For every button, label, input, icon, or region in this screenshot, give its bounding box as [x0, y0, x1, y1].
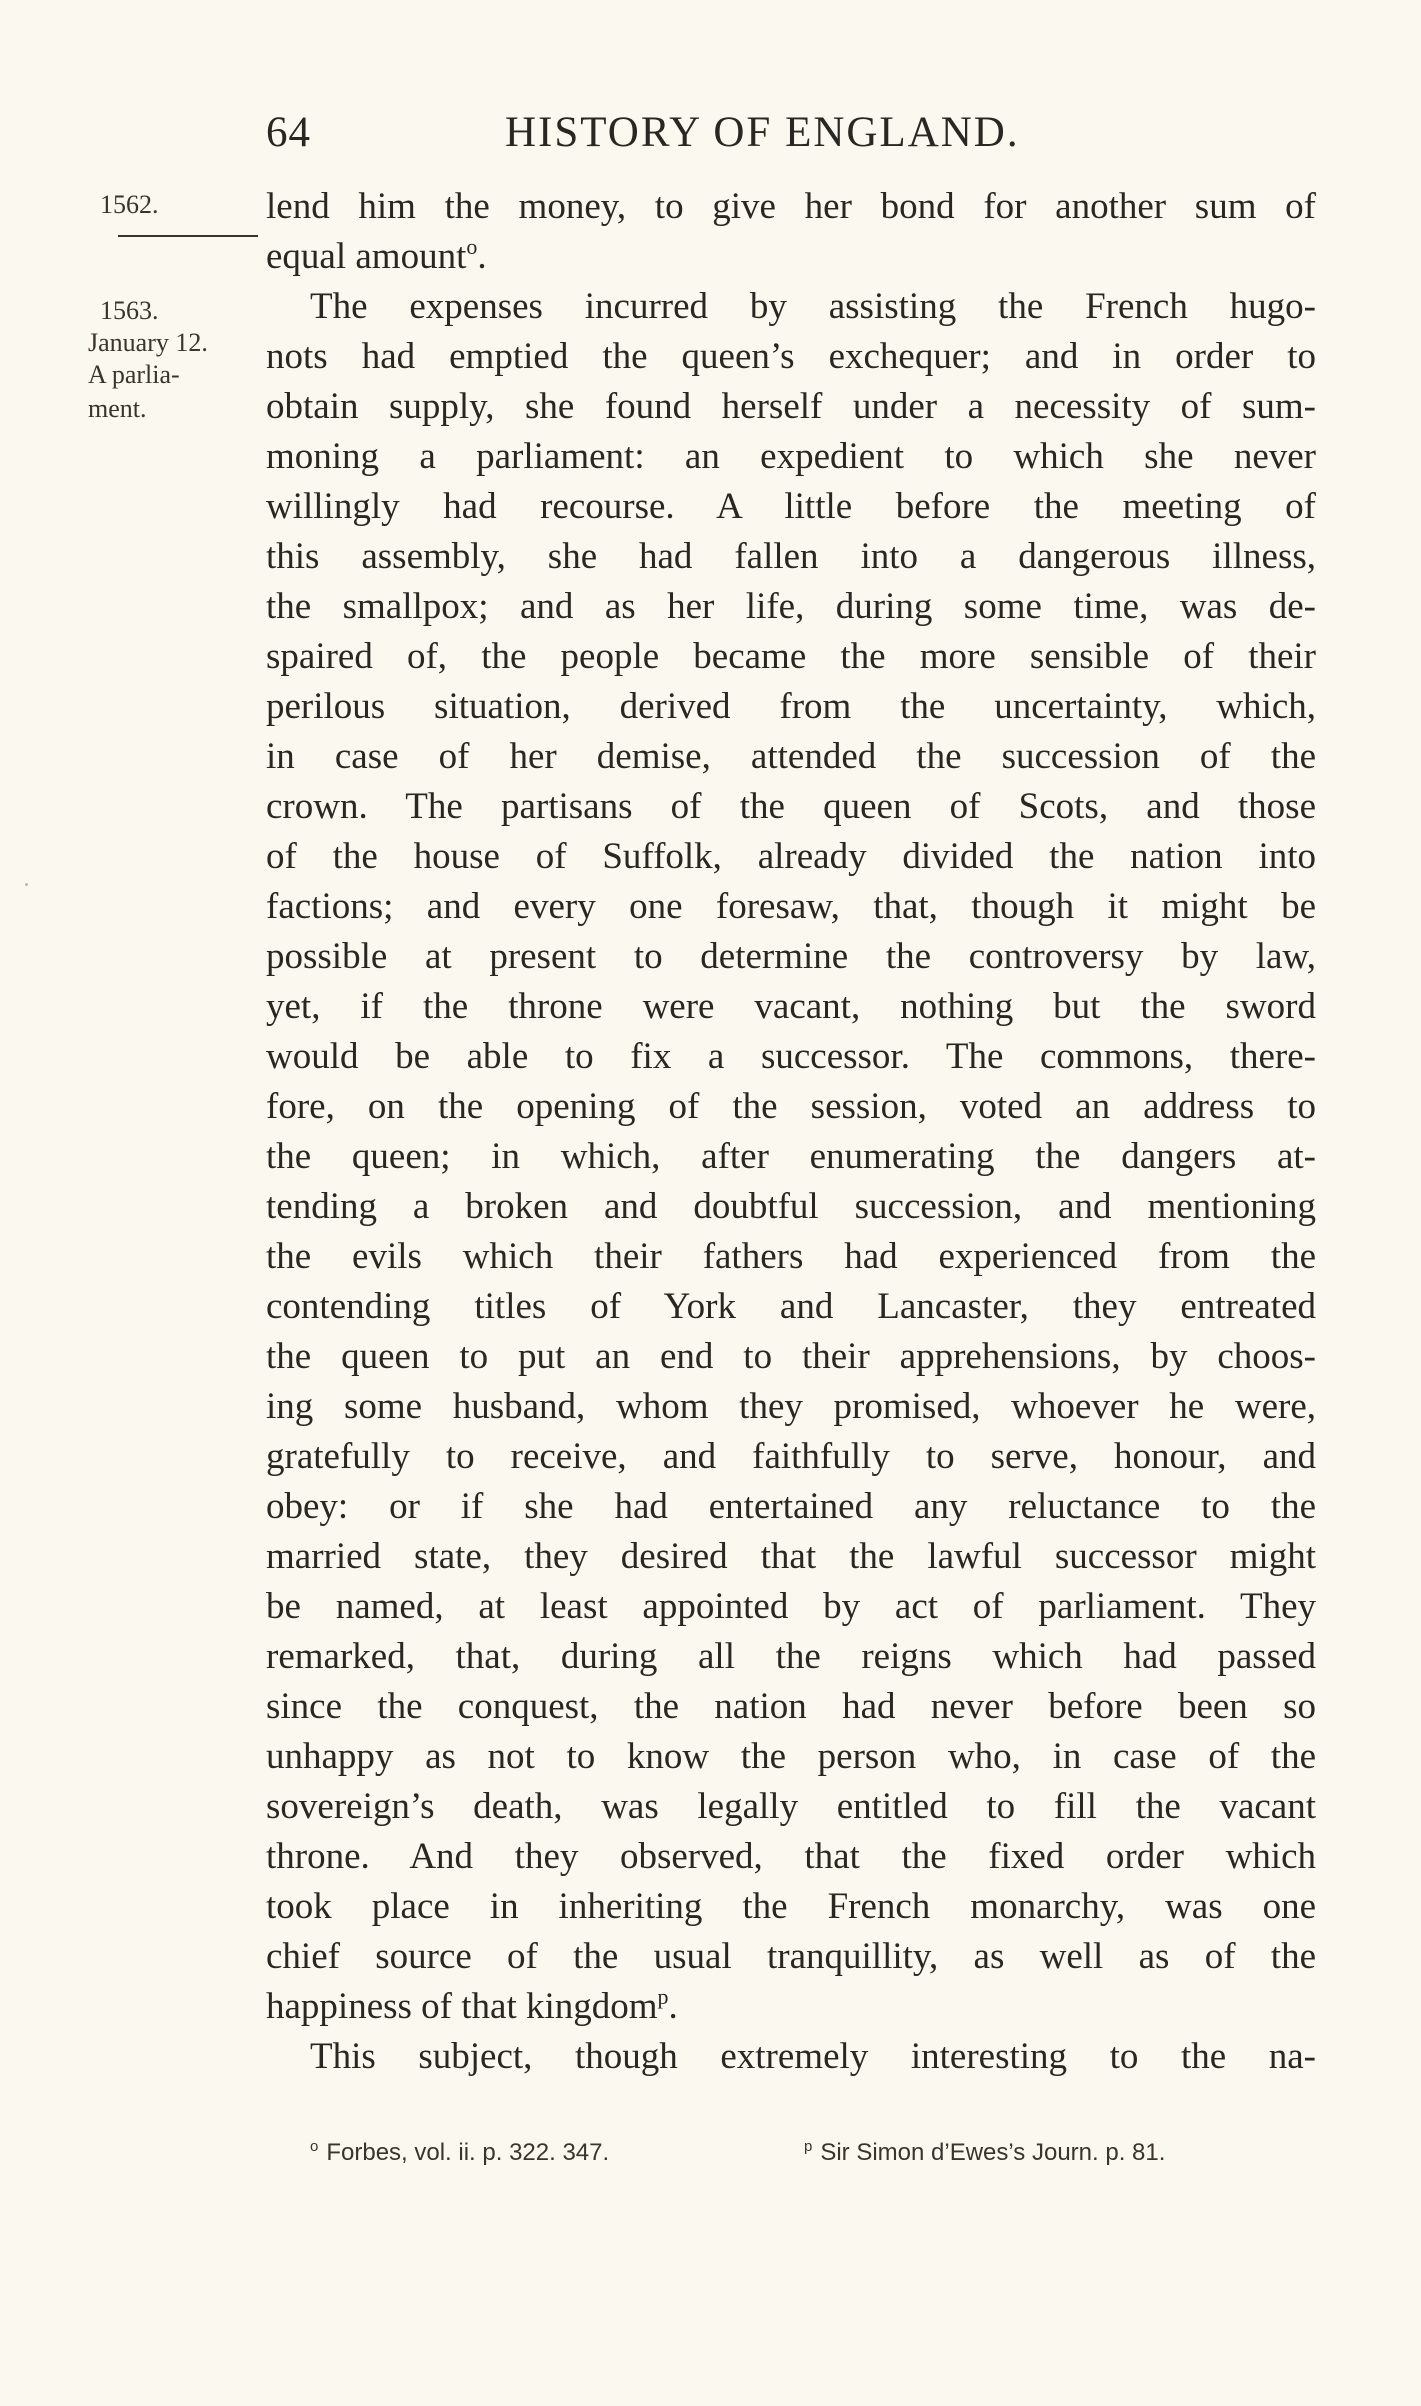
- footnote-mark-o: o: [310, 2138, 319, 2155]
- text-line: tending a broken and doubtful succession, and mentioning: [266, 1186, 1316, 1227]
- text-line: moning a parliament: an expedient to which she never: [266, 436, 1316, 477]
- text-line: gratefully to receive, and faithfully to serve, honour, and: [266, 1436, 1316, 1477]
- margin-topic-line2: ment.: [88, 394, 147, 423]
- text-line: unhappy as not to know the person who, in case of the: [266, 1736, 1316, 1777]
- text-line: lend him the money, to give her bond for another sum of: [266, 186, 1316, 227]
- text-line: the queen; in which, after enumerating the dangers at-: [266, 1136, 1316, 1177]
- text-line: sovereign’s death, was legally entitled to fill the vacant: [266, 1786, 1316, 1827]
- text-line: spaired of, the people became the more sensible of their: [266, 636, 1316, 677]
- text-line: be named, at least appointed by act of parliament. They: [266, 1586, 1316, 1627]
- text-line: the queen to put an end to their apprehensions, by choos-: [266, 1336, 1316, 1377]
- text-line: nots had emptied the queen’s exchequer; and in order to: [266, 336, 1316, 377]
- running-title: HISTORY OF ENGLAND.: [505, 109, 1020, 156]
- text-line: crown. The partisans of the queen of Scots, and those: [266, 786, 1316, 827]
- footnote-p: [804, 2138, 1165, 2167]
- footnote-o-text: Forbes, vol. ii. p. 322. 347.: [326, 2139, 610, 2166]
- text-line: would be able to fix a successor. The commons, there-: [266, 1036, 1316, 1077]
- footnote-p-text: Sir Simon d’Ewes’s Journ. p. 81.: [820, 2139, 1166, 2166]
- text-line: since the conquest, the nation had never before been so: [266, 1686, 1316, 1727]
- footnote-ref-p: p: [657, 1984, 669, 2009]
- text-line: remarked, that, during all the reigns which had passed: [266, 1636, 1316, 1677]
- text-line: this assembly, she had fallen into a dangerous illness,: [266, 536, 1316, 577]
- text-line: the evils which their fathers had experienced from the: [266, 1236, 1316, 1277]
- margin-topic-line1: A parlia-: [88, 360, 180, 389]
- footnote-mark-p: p: [804, 2138, 813, 2155]
- text-line: This subject, though extremely interesting to the na-: [310, 2036, 1316, 2077]
- text-line: the smallpox; and as her life, during some time, was de-: [266, 586, 1316, 627]
- paper-speck: [25, 883, 28, 886]
- page-header: [0, 108, 1421, 168]
- text-line: married state, they desired that the lawful successor might: [266, 1536, 1316, 1577]
- text-line: happiness of that kingdom$^p$.: [266, 1984, 678, 2027]
- text-line: factions; and every one foresaw, that, though it might be: [266, 886, 1316, 927]
- text-line: fore, on the opening of the session, voted an address to: [266, 1086, 1316, 1127]
- text-line: perilous situation, derived from the uncertainty, which,: [266, 686, 1316, 727]
- margin-year-1563: 1563.: [100, 296, 159, 325]
- body-text: [266, 182, 1316, 2082]
- text-line: possible at present to determine the controversy by law,: [266, 936, 1316, 977]
- text-line: chief source of the usual tranquillity, as well as of the: [266, 1936, 1316, 1977]
- text-line: throne. And they observed, that the fixed order which: [266, 1836, 1316, 1877]
- text-line: obtain supply, she found herself under a necessity of sum-: [266, 386, 1316, 427]
- text-line: willingly had recourse. A little before the meeting of: [266, 486, 1316, 527]
- footnote-ref-o: o: [466, 234, 478, 259]
- margin-date: January 12.: [88, 328, 208, 357]
- text-line: The expenses incurred by assisting the French hugo-: [310, 286, 1316, 327]
- text-line: equal amount$^o$.: [266, 234, 487, 277]
- footnote-o: [310, 2138, 609, 2167]
- text-line: contending titles of York and Lancaster, they entreated: [266, 1286, 1316, 1327]
- text-line: of the house of Suffolk, already divided the nation into: [266, 836, 1316, 877]
- text-line: in case of her demise, attended the succession of the: [266, 736, 1316, 777]
- text-line: ing some husband, whom they promised, whoever he were,: [266, 1386, 1316, 1427]
- footnotes: [310, 2138, 1290, 2178]
- margin-rule: [118, 235, 258, 237]
- page-number: 64: [266, 109, 311, 156]
- margin-year-1562: 1562.: [100, 190, 159, 219]
- text-line: obey: or if she had entertained any reluctance to the: [266, 1486, 1316, 1527]
- text-line: yet, if the throne were vacant, nothing but the sword: [266, 986, 1316, 1027]
- text-line: took place in inheriting the French monarchy, was one: [266, 1886, 1316, 1927]
